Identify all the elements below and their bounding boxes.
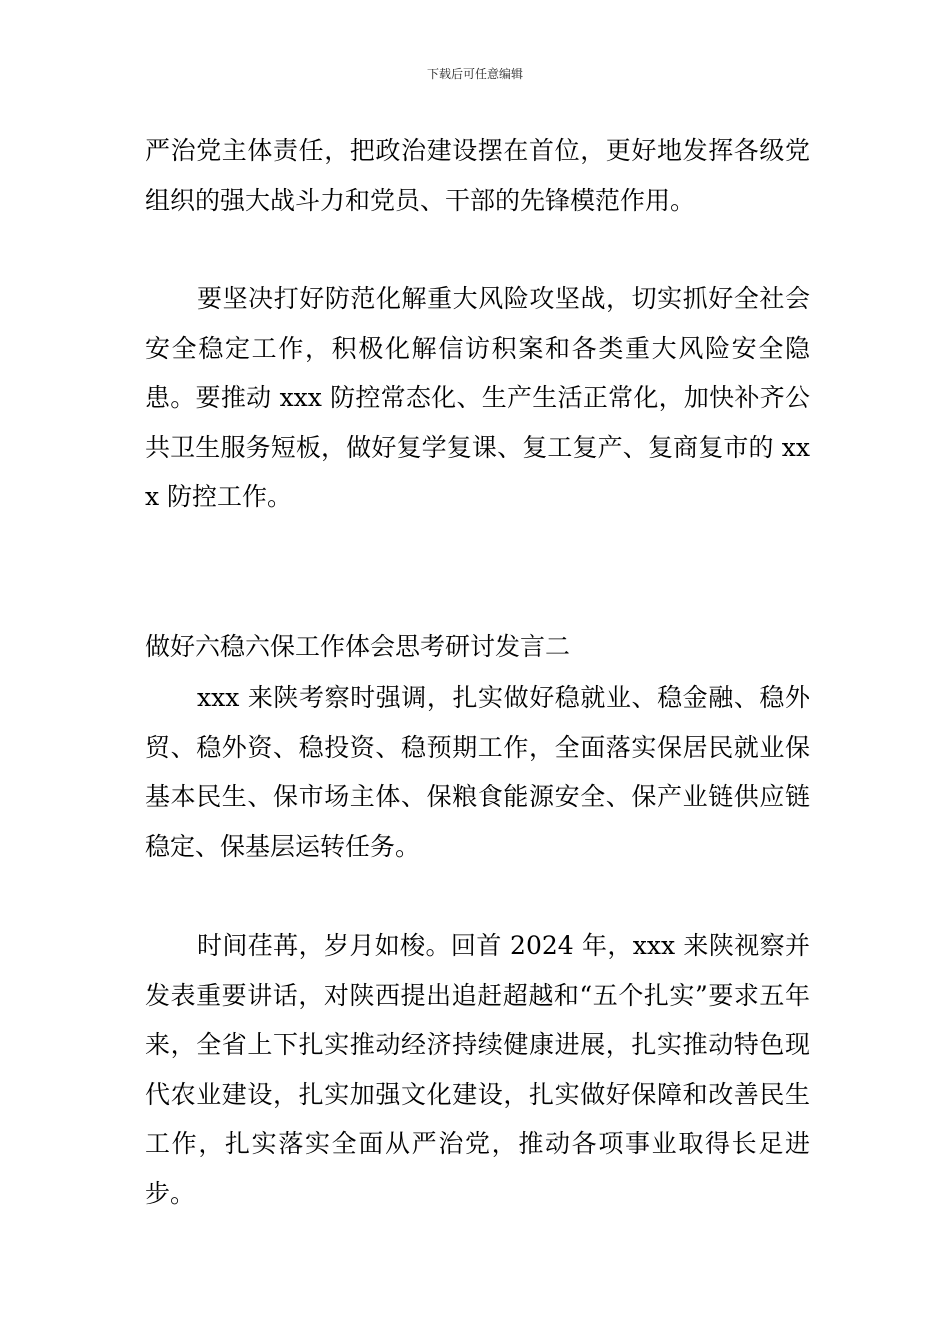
paragraph-review: 时间荏苒，岁月如梭。回首 2024 年，xxx 来陕视察并发表重要讲话，对陕西提出追赶超越和“五个扎实”要求五年来，全省上下扎实推动经济持续健康进展，扎实推动特色现代农业建设，扎实加强文化建设，扎实做好保障和改善民生工作，扎实落实全面从严治党，推动各项事业取得长足进步。 [145, 931, 810, 1208]
paragraph-continuation: 严治党主体责任，把政治建设摆在首位，更好地发挥各级党组织的强大战斗力和党员、干部的先锋模范作用。 [145, 136, 810, 215]
section-heading: 做好六稳六保工作体会思考研讨发言二 [145, 632, 571, 661]
paragraph-risk-prevention: 要坚决打好防范化解重大风险攻坚战，切实抓好全社会安全稳定工作，积极化解信访积案和各类重大风险安全隐患。要推动 xxx 防控常态化、生产生活正常化，加快补齐公共卫生服务短板，做好复学复课、复工复产、复商复市的 xxx 防控工作。 [145, 284, 810, 511]
page-header-note: 下载后可任意编辑 [426, 67, 523, 81]
paragraph-six-stabilities: xxx 来陕考察时强调，扎实做好稳就业、稳金融、稳外贸、稳外资、稳投资、稳预期工作，全面落实保居民就业保基本民生、保市场主体、保粮食能源安全、保产业链供应链稳定、保基层运转任务。 [145, 683, 810, 861]
